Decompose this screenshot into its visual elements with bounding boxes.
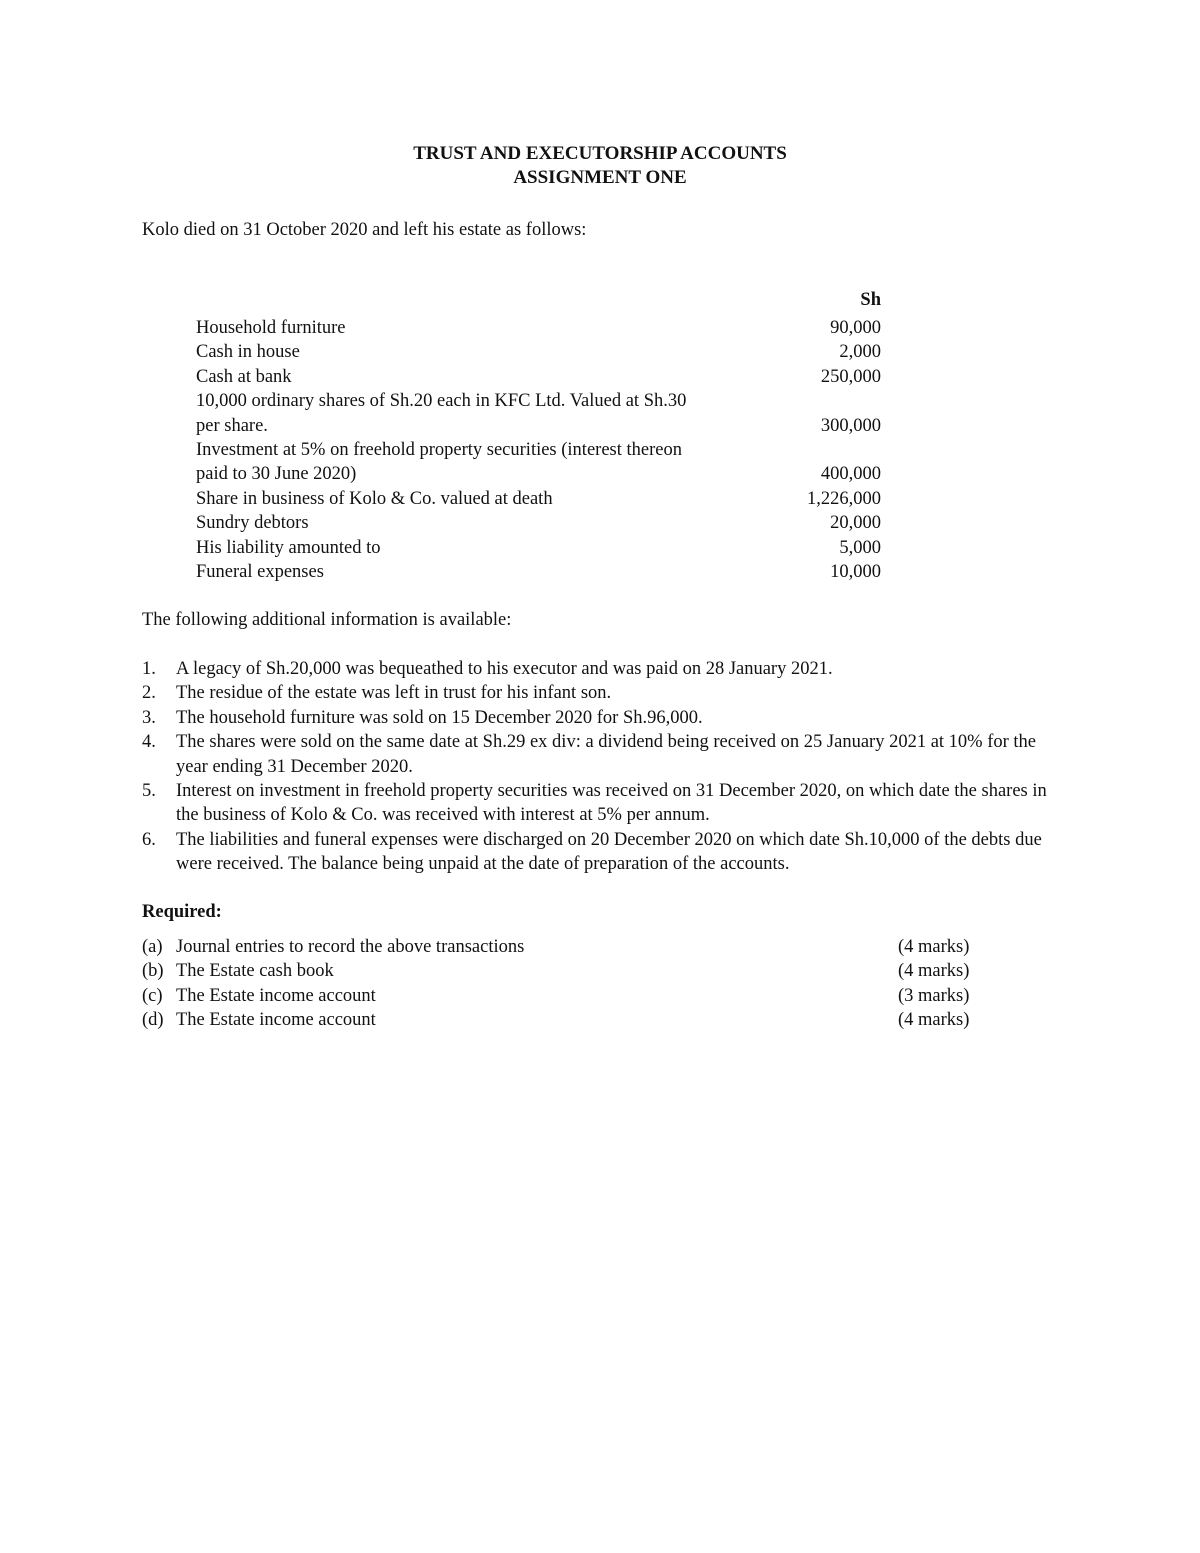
required-item-letter: (c)	[142, 985, 163, 1006]
list-item-text: Interest on investment in freehold property securities was received on 31 December 2020, on which date the shares in the business of Kolo & Co. was received with interest at 5% per annum.	[176, 781, 1047, 826]
estate-item-amount: 10,000	[830, 562, 881, 583]
estate-row	[196, 438, 881, 487]
list-item	[142, 730, 1062, 779]
list-item-text: The shares were sold on the same date at Sh.29 ex div: a dividend being received on 25 January 2021 at 10% for the year ending 31 December 2020.	[176, 732, 1036, 777]
info-list	[142, 657, 1062, 877]
required-item-letter: (a)	[142, 937, 163, 957]
required-heading: Required:	[142, 902, 222, 922]
required-item-text: The Estate income account	[176, 985, 376, 1006]
estate-row	[196, 487, 881, 511]
estate-item-amount: 5,000	[839, 537, 881, 558]
estate-item-amount: 300,000	[820, 415, 881, 436]
list-item-number: 4.	[142, 732, 156, 753]
list-item	[142, 681, 1062, 705]
list-item	[142, 779, 1062, 828]
estate-row	[196, 511, 881, 535]
estate-item-label: Share in business of Kolo & Co. valued at death	[196, 488, 553, 509]
estate-item-label: Cash in house	[196, 342, 300, 363]
list-item-text: The liabilities and funeral expenses were discharged on 20 December 2020 on which date Sh.10,000 of the debts due were received. The balance being unpaid at the date of preparation of the accounts.	[176, 829, 1042, 875]
estate-item-label: Household furniture	[196, 318, 346, 338]
estate-item-label: Funeral expenses	[196, 562, 324, 583]
list-item-number: 1.	[142, 659, 156, 679]
document-title: TRUST AND EXECUTORSHIP ACCOUNTS	[413, 143, 787, 164]
estate-row	[196, 365, 881, 389]
estate-item-label: Investment at 5% on freehold property securities (interest thereon paid to 30 June 2020)	[196, 440, 682, 485]
required-item-text: The Estate income account	[176, 1010, 376, 1031]
required-item-marks: (4 marks)	[898, 937, 970, 957]
estate-item-amount: 250,000	[820, 366, 881, 387]
estate-row	[196, 316, 881, 340]
estate-item-amount: 400,000	[820, 464, 881, 485]
estate-item-amount: 1,226,000	[807, 488, 881, 509]
required-item	[142, 935, 982, 959]
list-item-text: The household furniture was sold on 15 December 2020 for Sh.96,000.	[176, 707, 703, 728]
list-item-text: A legacy of Sh.20,000 was bequeathed to his executor and was paid on 28 January 2021.	[176, 659, 833, 679]
estate-currency-header: Sh	[860, 290, 881, 310]
list-item-text: The residue of the estate was left in trust for his infant son.	[176, 683, 612, 704]
list-item	[142, 657, 1062, 681]
estate-table	[196, 316, 881, 584]
info-heading: The following additional information is available:	[142, 610, 512, 630]
required-item	[142, 1008, 982, 1032]
estate-item-amount: 90,000	[830, 318, 881, 338]
document-subtitle: ASSIGNMENT ONE	[513, 167, 687, 188]
list-item-number: 2.	[142, 683, 156, 704]
required-list	[142, 935, 982, 1033]
estate-row	[196, 536, 881, 560]
required-item-marks: (4 marks)	[898, 961, 970, 982]
estate-item-label: Cash at bank	[196, 366, 292, 387]
estate-row	[196, 560, 881, 584]
required-item-marks: (3 marks)	[898, 985, 970, 1006]
required-item-letter: (d)	[142, 1010, 164, 1031]
required-item	[142, 984, 982, 1008]
list-item-number: 6.	[142, 829, 156, 850]
required-item-letter: (b)	[142, 961, 164, 982]
estate-row	[196, 340, 881, 364]
intro-text: Kolo died on 31 October 2020 and left his estate as follows:	[142, 220, 587, 240]
list-item	[142, 706, 1062, 730]
list-item-number: 5.	[142, 781, 156, 802]
estate-item-label: His liability amounted to	[196, 537, 381, 558]
required-item	[142, 959, 982, 983]
list-item	[142, 828, 1062, 877]
list-item-number: 3.	[142, 707, 156, 728]
required-item-text: The Estate cash book	[176, 961, 334, 982]
estate-item-amount: 20,000	[830, 513, 881, 534]
estate-item-label: Sundry debtors	[196, 513, 309, 534]
estate-item-label: 10,000 ordinary shares of Sh.20 each in KFC Ltd. Valued at Sh.30 per share.	[196, 391, 687, 436]
estate-item-amount: 2,000	[839, 342, 881, 363]
estate-row	[196, 389, 881, 438]
required-item-text: Journal entries to record the above transactions	[176, 937, 525, 957]
required-item-marks: (4 marks)	[898, 1010, 970, 1031]
